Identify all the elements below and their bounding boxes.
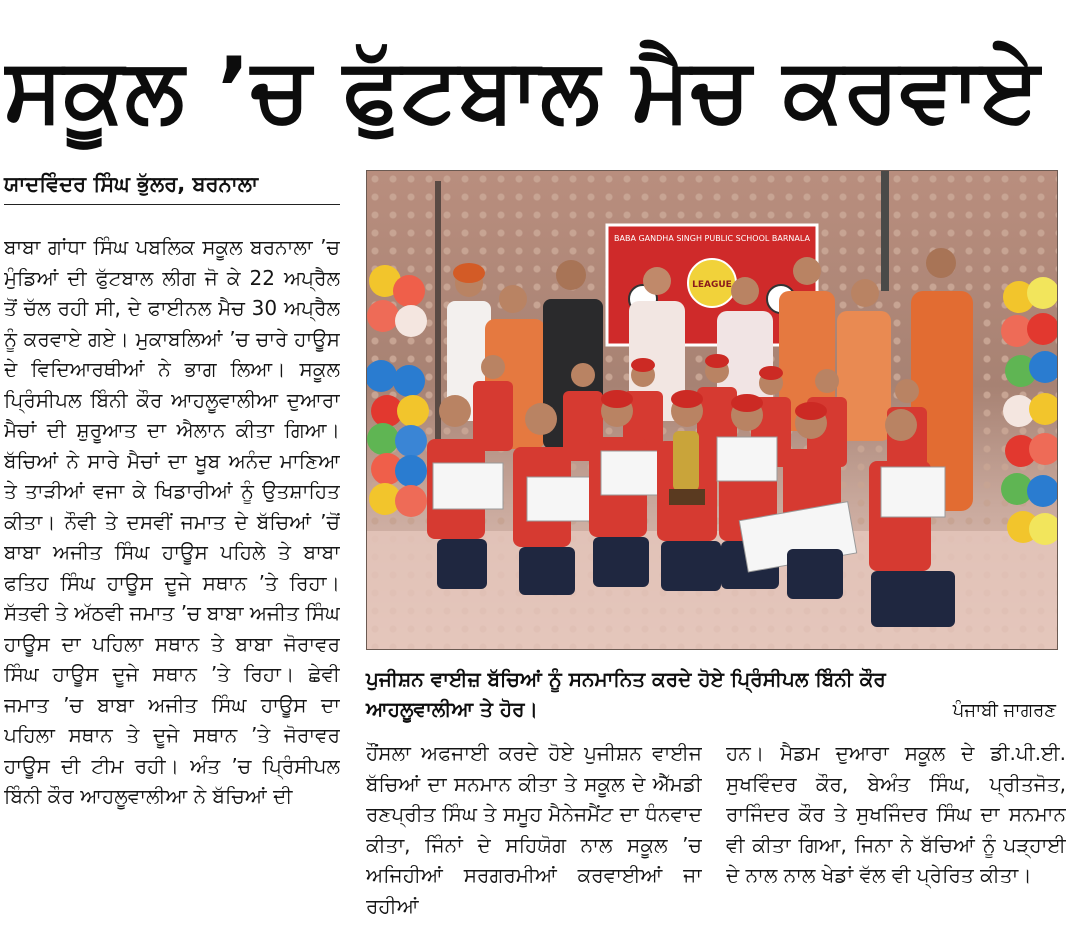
byline: ਯਾਦਵਿੰਦਰ ਸਿੰਘ ਭੁੱਲਰ, ਬਰਨਾਲਾ	[4, 170, 340, 205]
headline: ਸਕੂਲ ’ਚ ਫੁੱਟਬਾਲ ਮੈਚ ਕਰਵਾਏ	[4, 38, 1041, 141]
pole-right	[881, 171, 889, 291]
caption-line-1: ਪੁਜੀਸ਼ਨ ਵਾਈਜ਼ ਬੱਚਿਆਂ ਨੂੰ ਸਨਮਾਨਿਤ ਕਰਦੇ ਹੋਏ ਪ੍ਰਿੰਸੀਪਲ ਬਿੰਨੀ ਕੌਰ	[366, 667, 886, 691]
photo-credit: ਪੰਜਾਬੀ ਜਾਗਰਣ	[952, 700, 1056, 721]
article-column-right: ਹਨ। ਮੈਡਮ ਦੁਆਰਾ ਸਕੂਲ ਦੇ ਡੀ.ਪੀ.ਈ. ਸੁਖਵਿੰਦਰ ਕੌਰ, ਬੇਅੰਤ ਸਿੰਘ, ਪ੍ਰੀਤਜੋਤ, ਰਾਜਿੰਦਰ ਕੌਰ ਤੇ ਸੁਖਜਿੰਦਰ ਸਿੰਘ ਦਾ ਸਨਮਾਨ ਵੀ ਕੀਤਾ ਗਿਆ, ਜਿਨਾ ਨੇ ਬੱਚਿਆਂ ਨੂੰ ਪੜ੍ਹਾਈ ਦੇ ਨਾਲ ਨਾਲ ਖੇਡਾਂ ਵੱਲ ਵੀ ਪ੍ਰੇਰਿਤ ਕੀਤਾ।	[726, 741, 1066, 887]
balloons-right	[1001, 277, 1057, 545]
pole-left	[435, 181, 441, 481]
banner-title: BABA GANDHA SINGH PUBLIC SCHOOL BARNALA	[614, 234, 810, 243]
team-photo	[366, 170, 1058, 650]
team-photo-illustration	[367, 171, 1057, 649]
caption-line-2: ਆਹਲੂਵਾਲੀਆ ਤੇ ਹੋਰ।	[366, 697, 538, 721]
article-column-left: ਬਾਬਾ ਗਾਂਧਾ ਸਿੰਘ ਪਬਲਿਕ ਸਕੂਲ ਬਰਨਾਲਾ ’ਚ ਮੁੰਡਿਆਂ ਦੀ ਫੁੱਟਬਾਲ ਲੀਗ ਜੋ ਕੇ 22 ਅਪ੍ਰੈਲ ਤੋਂ ਚੱਲ ਰਹੀ ਸੀ, ਦੇ ਫਾਈਨਲ ਮੈਚ 30 ਅਪ੍ਰੈਲ ਨੂੰ ਕਰਵਾਏ ਗਏ। ਮੁਕਾਬਲਿਆਂ ’ਚ ਚਾਰੇ ਹਾਊਸ ਦੇ ਵਿਦਿਆਰਥੀਆਂ ਨੇ ਭਾਗ ਲਿਆ। ਸਕੂਲ ਪ੍ਰਿੰਸੀਪਲ ਬਿੰਨੀ ਕੌਰ ਆਹਲੂਵਾਲੀਆ ਦੁਆਰਾ ਮੈਚਾਂ ਦੀ ਸ਼ੁਰੂਆਤ ਦਾ ਐਲਾਨ ਕੀਤਾ ਗਿਆ। ਬੱਚਿਆਂ ਨੇ ਸਾਰੇ ਮੈਚਾਂ ਦਾ ਖੂਬ ਅਨੰਦ ਮਾਣਿਆ ਤੇ ਤਾੜੀਆਂ ਵਜਾ ਕੇ ਖਿਡਾਰੀਆਂ ਨੂੰ ਉਤਸ਼ਾਹਿਤ ਕੀਤਾ। ਨੌਵੀ ਤੇ ਦਸਵੀਂ ਜਮਾਤ ਦੇ ਬੱਚਿਆਂ ’ਚੋਂ ਬਾਬਾ ਅਜੀਤ ਸਿੰਘ ਹਾਊਸ ਪਹਿਲੇ ਤੇ ਬਾਬਾ ਫਤਿਹ ਸਿੰਘ ਹਾਊਸ ਦੂਜੇ ਸਥਾਨ ’ਤੇ ਰਿਹਾ। ਸੱਤਵੀ ਤੇ ਅੱਠਵੀ ਜਮਾਤ ’ਚ ਬਾਬਾ ਅਜੀਤ ਸਿੰਘ ਹਾਊਸ ਦਾ ਪਹਿਲਾ ਸਥਾਨ ਤੇ ਬਾਬਾ ਜੋਰਾਵਰ ਸਿੰਘ ਹਾਊਸ ਦੂਜੇ ਸਥਾਨ ’ਤੇ ਰਿਹਾ। ਛੇਵੀ ਜਮਾਤ ’ਚ ਬਾਬਾ ਅਜੀਤ ਸਿੰਘ ਹਾਊਸ ਦਾ ਪਹਿਲਾ ਸਥਾਨ ਤੇ ਦੂਜੇ ਸਥਾਨ ’ਤੇ ਜੋਰਾਵਰ ਹਾਊਸ ਦੀ ਟੀਮ ਰਹੀ। ਅੰਤ ’ਚ ਪ੍ਰਿੰਸੀਪਲ ਬਿੰਨੀ ਕੌਰ ਆਹਲੂਵਾਲੀਆ ਨੇ ਬੱਚਿਆਂ ਦੀ	[4, 235, 340, 808]
banner-logo-text: LEAGUE	[692, 280, 732, 290]
photo-caption	[366, 664, 1056, 726]
article-column-middle: ਹੌਂਸਲਾ ਅਫਜਾਈ ਕਰਦੇ ਹੋਏ ਪੁਜੀਸ਼ਨ ਵਾਈਜ ਬੱਚਿਆਂ ਦਾ ਸਨਮਾਨ ਕੀਤਾ ਤੇ ਸਕੂਲ ਦੇ ਐੱਮਡੀ ਰਣਪ੍ਰੀਤ ਸਿੰਘ ਤੇ ਸਮੂਹ ਮੈਨੇਜਮੈਂਟ ਦਾ ਧੰਨਵਾਦ ਕੀਤਾ, ਜਿੰਨਾਂ ਦੇ ਸਹਿਯੋਗ ਨਾਲ ਸਕੂਲ ’ਚ ਅਜਿਹੀਆਂ ਸਰਗਰਮੀਆਂ ਕਰਵਾਈਆਂ ਜਾ ਰਹੀਆਂ	[366, 741, 702, 918]
caption-line-2-row	[366, 694, 1056, 726]
trophy	[673, 431, 699, 491]
balloons-left	[367, 265, 429, 517]
